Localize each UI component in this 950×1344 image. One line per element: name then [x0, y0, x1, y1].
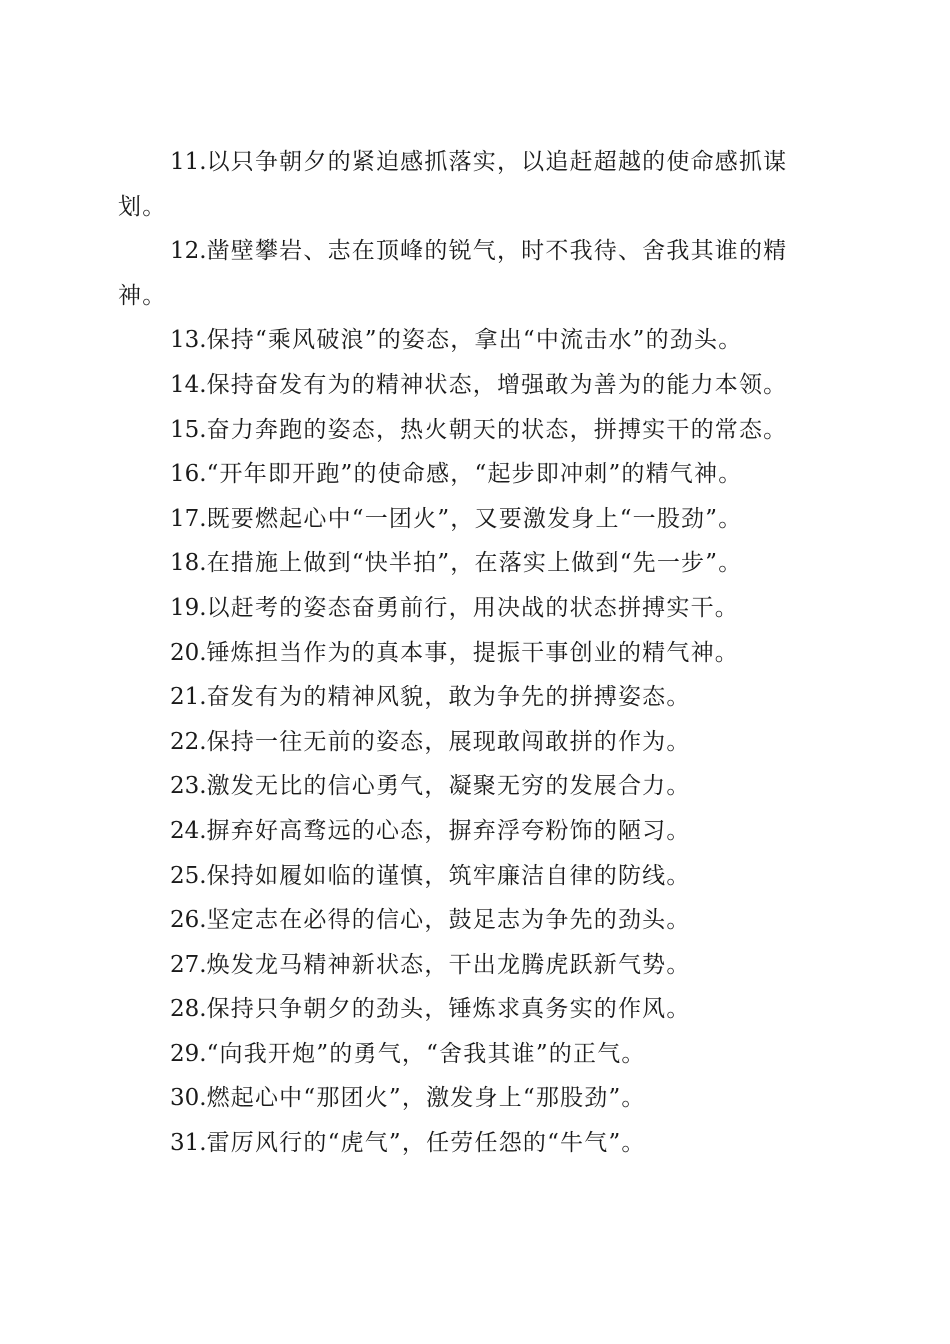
list-item: 15.奋力奔跑的姿态，热火朝天的状态，拼搏实干的常态。 [170, 416, 788, 443]
list-item: 13.保持“乘风破浪”的姿态，拿出“中流击水”的劲头。 [170, 327, 743, 354]
list-item: 25.保持如履如临的谨慎，筑牢廉洁自律的防线。 [170, 862, 691, 889]
list-item: 23.激发无比的信心勇气，凝聚无穷的发展合力。 [170, 773, 691, 800]
list-item: 22.保持一往无前的姿态，展现敢闯敢拼的作为。 [170, 728, 691, 755]
list-item: 12.凿壁攀岩、志在顶峰的锐气，时不我待、舍我其谁的精神。 [118, 238, 788, 309]
list-item: 24.摒弃好高骛远的心态，摒弃浮夸粉饰的陋习。 [170, 817, 691, 844]
list-item: 27.焕发龙马精神新状态，干出龙腾虎跃新气势。 [170, 951, 691, 978]
list-item: 17.既要燃起心中“一团火”，又要激发身上“一股劲”。 [170, 505, 743, 532]
list-item: 14.保持奋发有为的精神状态，增强敢为善为的能力本领。 [170, 371, 788, 398]
list-item: 26.坚定志在必得的信心，鼓足志为争先的劲头。 [170, 907, 691, 934]
document-body [118, 140, 830, 1166]
list-item: 29.“向我开炮”的勇气，“舍我其谁”的正气。 [170, 1040, 646, 1067]
list-item: 19.以赶考的姿态奋勇前行，用决战的状态拼搏实干。 [170, 594, 739, 621]
list-item: 16.“开年即开跑”的使命感，“起步即冲刺”的精气神。 [170, 461, 743, 488]
list-item: 11.以只争朝夕的紧迫感抓落实，以追赶超越的使命感抓谋划。 [118, 149, 788, 220]
list-item: 28.保持只争朝夕的劲头，锤炼求真务实的作风。 [170, 996, 691, 1023]
list-item: 20.锤炼担当作为的真本事，提振干事创业的精气神。 [170, 639, 739, 666]
list-item: 31.雷厉风行的“虎气”，任劳任怨的“牛气”。 [170, 1130, 646, 1157]
list-item: 18.在措施上做到“快半拍”，在落实上做到“先一步”。 [170, 550, 743, 577]
list-item: 30.燃起心中“那团火”，激发身上“那股劲”。 [170, 1085, 646, 1112]
list-item: 21.奋发有为的精神风貌，敢为争先的拼搏姿态。 [170, 684, 691, 711]
